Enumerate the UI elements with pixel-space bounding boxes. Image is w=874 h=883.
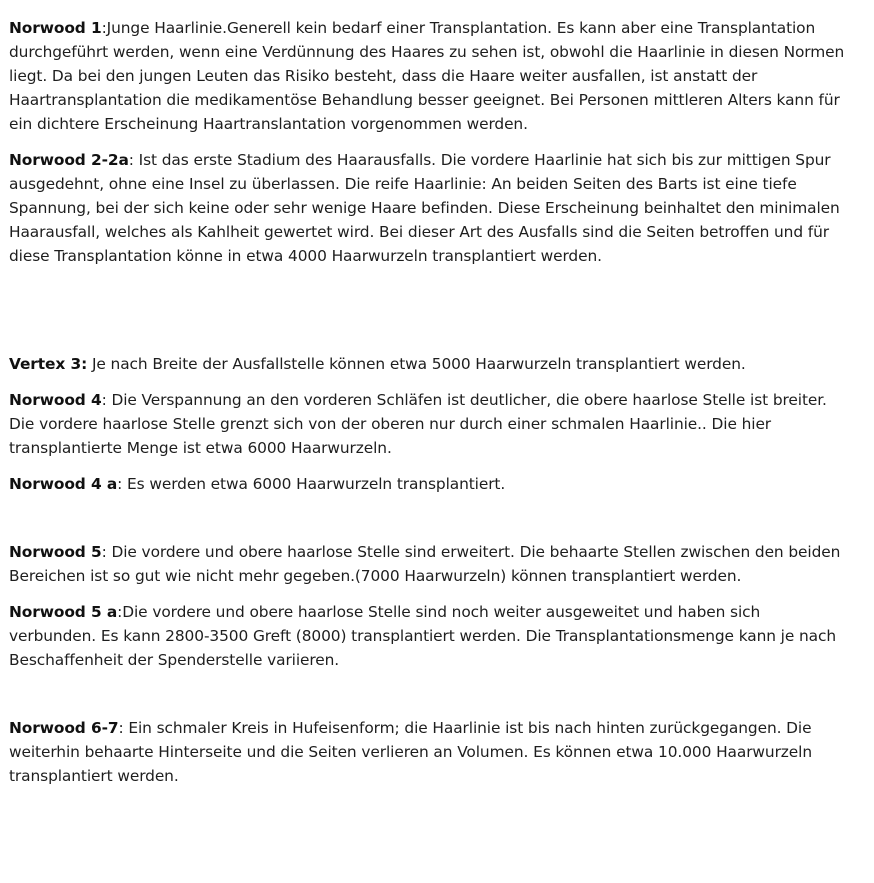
- term-norwood-4a: Norwood 4 a: [9, 475, 118, 493]
- term-norwood-2-2a: Norwood 2-2a: [9, 151, 129, 169]
- term-vertex-3: Vertex 3:: [9, 355, 88, 373]
- paragraph-norwood-4: [9, 388, 849, 460]
- paragraph-norwood-2-2a: [9, 148, 849, 268]
- paragraph-norwood-5a: [9, 600, 849, 672]
- text-norwood-4: : Die Verspannung an den vorderen Schläfen ist deutlicher, die obere haarlose Stelle ist breiter. Die vordere haarlose Stelle grenzt sich von der oberen nur durch einer schmalen Haarlinie.. Die hier transplantierte Menge ist etwa 6000 Haarwurzeln.: [9, 391, 827, 457]
- article-body: [9, 16, 849, 788]
- term-norwood-5: Norwood 5: [9, 543, 102, 561]
- spacer: [9, 136, 849, 148]
- paragraph-norwood-5: [9, 540, 849, 588]
- term-norwood-6-7: Norwood 6-7: [9, 719, 119, 737]
- text-vertex-3: Je nach Breite der Ausfallstelle können etwa 5000 Haarwurzeln transplantiert werden.: [87, 355, 746, 373]
- term-norwood-5a: Norwood 5 a: [9, 603, 118, 621]
- paragraph-norwood-4a: [9, 472, 849, 496]
- spacer: [9, 376, 849, 388]
- spacer: [9, 496, 849, 540]
- spacer: [9, 460, 849, 472]
- spacer: [9, 588, 849, 600]
- text-norwood-1: :Junge Haarlinie.Generell kein bedarf einer Transplantation. Es kann aber eine Transplantation durchgeführt werden, wenn eine Verdünnung des Haares zu sehen ist, obwohl die Haarlinie in diesen Normen liegt. Da bei den jungen Leuten das Risiko besteht, dass die Haare weiter ausfallen, ist anstatt der Haartransplantation die medikamentöse Behandlung besser geeignet. Bei Personen mittleren Alters kann für ein dichtere Erscheinung Haartranslantation vorgenommen werden.: [9, 19, 845, 133]
- term-norwood-4: Norwood 4: [9, 391, 102, 409]
- paragraph-norwood-1: [9, 16, 849, 136]
- text-norwood-5: : Die vordere und obere haarlose Stelle sind erweitert. Die behaarte Stellen zwischen den beiden Bereichen ist so gut wie nicht mehr gegeben.(7000 Haarwurzeln) können transplantiert werden.: [9, 543, 841, 585]
- text-norwood-6-7: : Ein schmaler Kreis in Hufeisenform; die Haarlinie ist bis nach hinten zurückgegangen. Die weiterhin behaarte Hinterseite und die Seiten verlieren an Volumen. Es können etwa 10.000 Haarwurzeln transplantiert werden.: [9, 719, 812, 785]
- term-norwood-1: Norwood 1: [9, 19, 102, 37]
- spacer: [9, 672, 849, 716]
- paragraph-vertex-3: [9, 352, 849, 376]
- text-norwood-5a: :Die vordere und obere haarlose Stelle sind noch weiter ausgeweitet und haben sich verbunden. Es kann 2800-3500 Greft (8000) transplantiert werden. Die Transplantationsmenge kann je nach Beschaffenheit der Spenderstelle variieren.: [9, 603, 837, 669]
- text-norwood-2-2a: : Ist das erste Stadium des Haarausfalls. Die vordere Haarlinie hat sich bis zur mittigen Spur ausgedehnt, ohne eine Insel zu überlassen. Die reife Haarlinie: An beiden Seiten des Barts ist eine tiefe Spannung, bei der sich keine oder sehr wenige Haare befinden. Diese Erscheinung beinhaltet den minimalen Haarausfall, welches als Kahlheit gewertet wird. Bei dieser Art des Ausfalls sind die Seiten betroffen und für diese Transplantation könne in etwa 4000 Haarwurzeln transplantiert werden.: [9, 151, 840, 265]
- paragraph-norwood-6-7: [9, 716, 849, 788]
- spacer: [9, 268, 849, 352]
- text-norwood-4a: : Es werden etwa 6000 Haarwurzeln transplantiert.: [117, 475, 506, 493]
